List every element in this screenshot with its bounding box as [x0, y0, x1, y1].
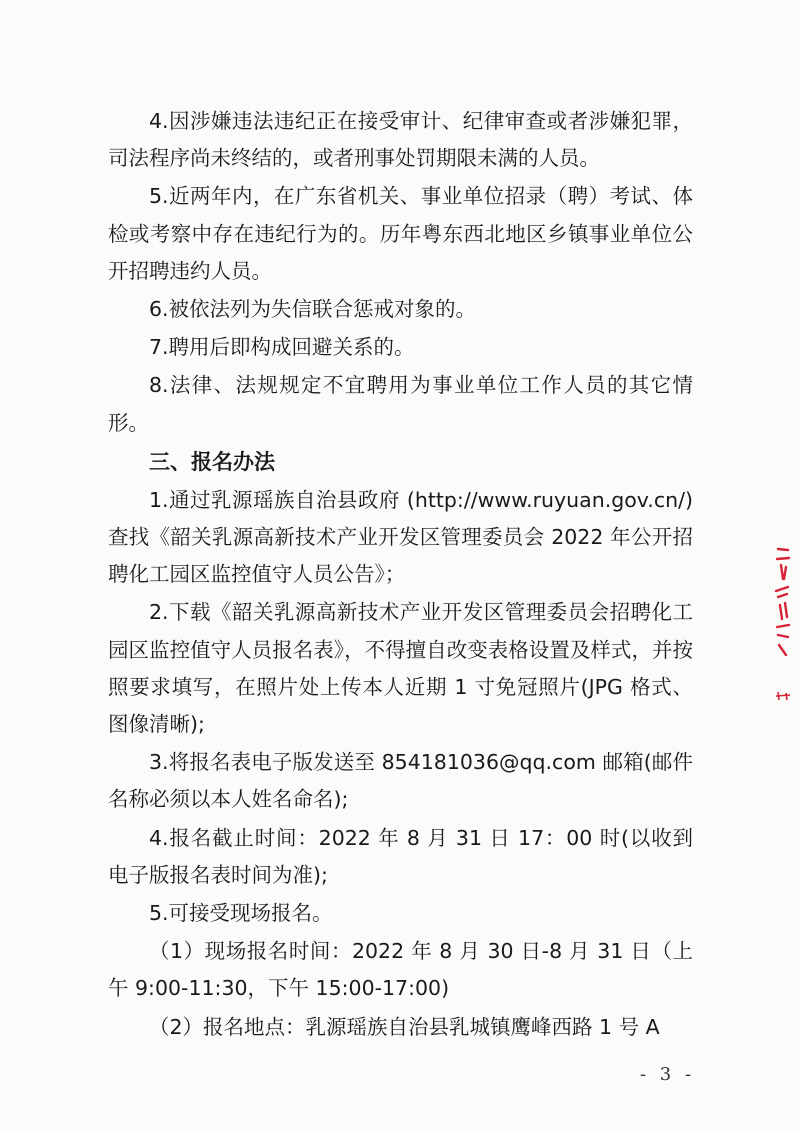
page-number: - 3 - [640, 1064, 696, 1085]
registration-step-5: 5.可接受现场报名。 [149, 901, 333, 926]
registration-step-3: 3.将报名表电子版发送至 854181036@qq.com 邮箱(邮件名称必须以本人姓名命名); [108, 750, 693, 812]
registration-time: （1）现场报名时间：2022 年 8 月 30 日-8 月 31 日（上午 9:00-11:30，下午 15:00-17:00) [108, 939, 693, 1001]
section-heading: 三、报名办法 [149, 449, 275, 474]
paragraph-item-6: 6.被依法列为失信联合惩戒对象的。 [149, 297, 477, 322]
registration-location: （2）报名地点：乳源瑶族自治县乳城镇鹰峰西路 1 号 A [149, 1014, 660, 1039]
seal-fragment [774, 690, 792, 702]
registration-step-1: 1.通过乳源瑶族自治县政府 (http://www.ruyuan.gov.cn/) 查找《韶关乳源高新技术产业开发区管理委员会 2022 年公开招聘化工园区监控值守人员公告》； [108, 487, 693, 587]
paragraph-item-8: 8.法律、法规规定不宜聘用为事业单位工作人员的其它情形。 [108, 373, 693, 435]
paragraph-item-5: 5.近两年内，在广东省机关、事业单位招录（聘）考试、体检或考察中存在违纪行为的。历年粤东西北地区乡镇事业单位公开招聘违约人员。 [108, 184, 693, 283]
registration-step-2: 2.下载《韶关乳源高新技术产业开发区管理委员会招聘化工园区监控值守人员报名表》，不得擅自改变表格设置及样式，并按照要求填写，在照片处上传本人近期 1 寸免冠照片(JPG 格式、图像清晰); [108, 600, 693, 737]
seal-edge-stamp [772, 545, 792, 660]
registration-step-4: 4.报名截止时间：2022 年 8 月 31 日 17：00 时(以收到电子版报名表时间为准); [108, 825, 693, 887]
document-body [108, 103, 693, 1047]
paragraph-item-7: 7.聘用后即构成回避关系的。 [149, 335, 415, 360]
paragraph-item-4: 4.因涉嫌违法违纪正在接受审计、纪律审查或者涉嫌犯罪，司法程序尚未终结的，或者刑事处罚期限未满的人员。 [108, 109, 693, 171]
